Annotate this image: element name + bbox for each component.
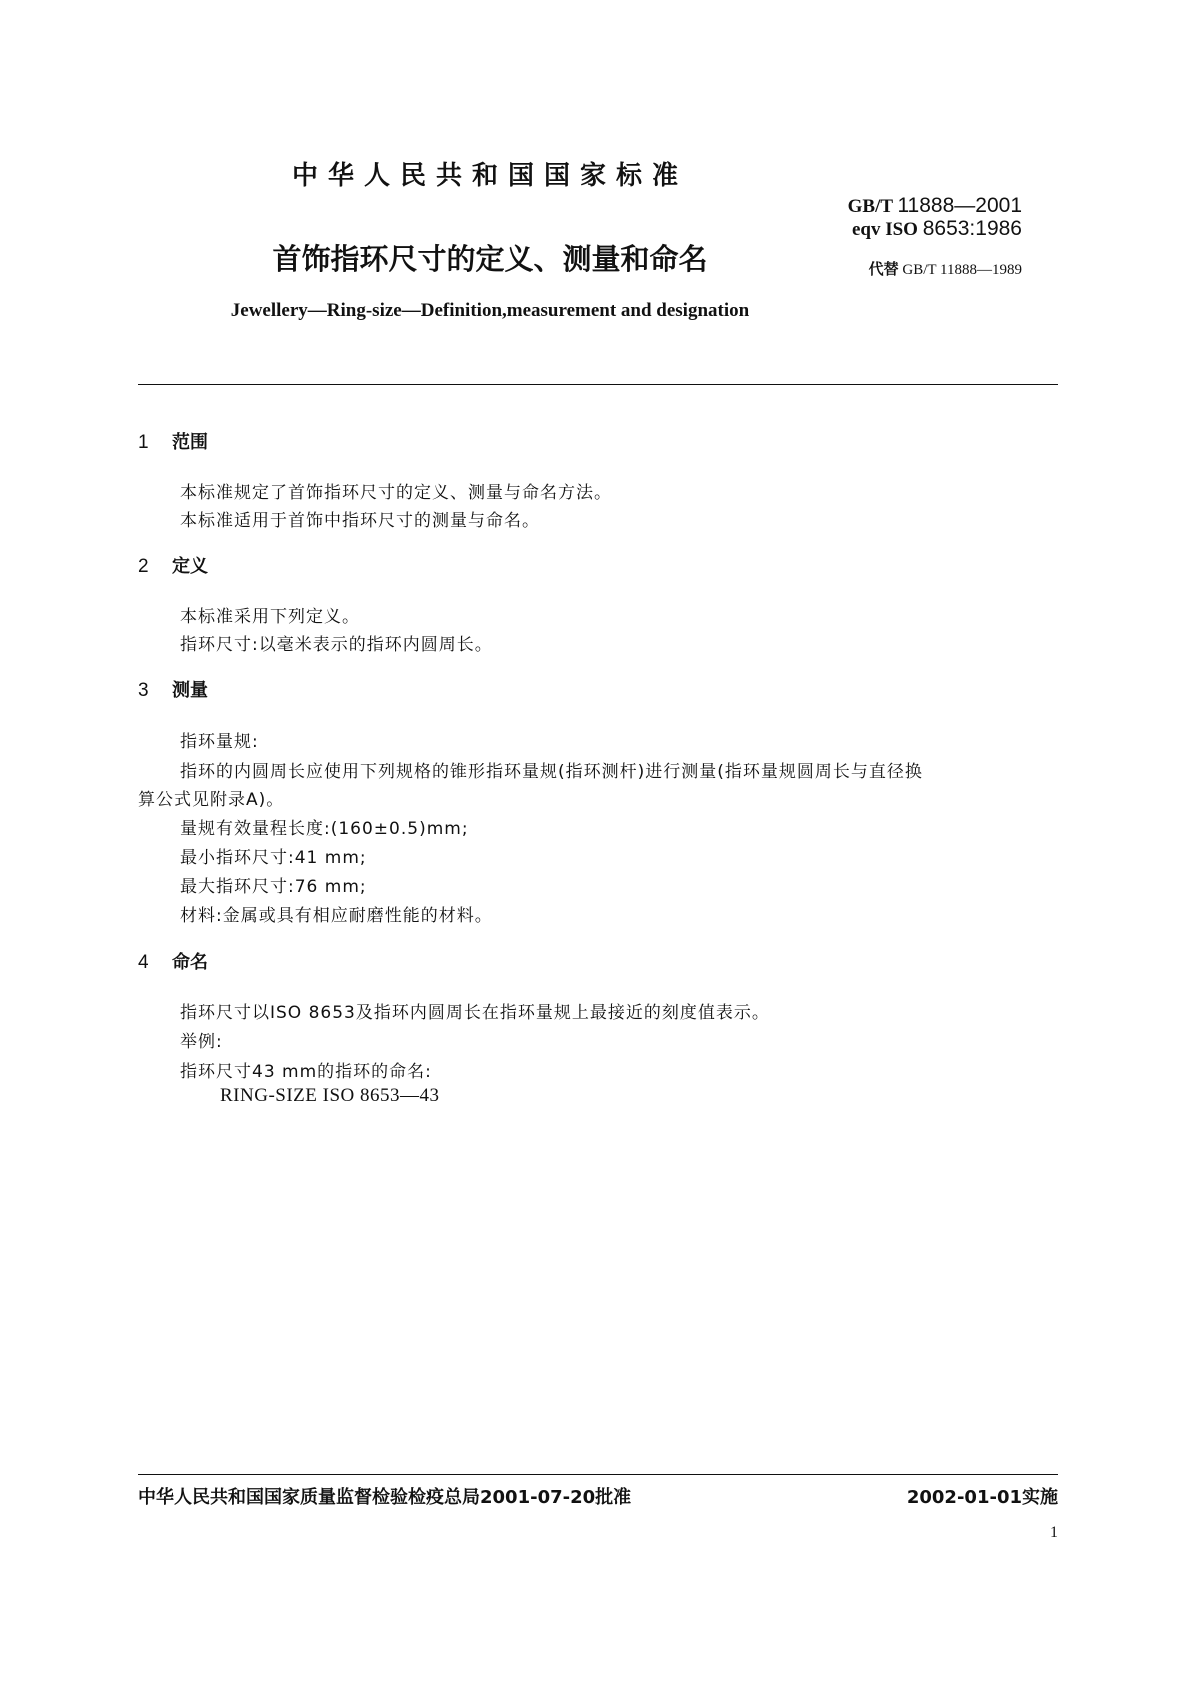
measurement-line: 指环量规: (180, 732, 259, 752)
document-title-english: Jewellery—Ring-size—Definition,measurement and designation (230, 300, 750, 321)
section-heading-definition (138, 552, 208, 578)
section-title: 定义 (172, 556, 208, 577)
replaces-code: GB/T 11888—1989 (902, 262, 1022, 278)
measurement-line: 算公式见附录A)。 (138, 790, 285, 810)
definition-line: 本标准采用下列定义。 (180, 607, 360, 627)
replaces-label: 代替 (868, 260, 899, 278)
designation-line: 指环尺寸43 mm的指环的命名: (180, 1062, 432, 1082)
definition-line: 指环尺寸:以毫米表示的指环内圆周长。 (180, 635, 493, 655)
equivalent-standard-prefix: eqv ISO (851, 219, 918, 240)
section-title: 测量 (172, 680, 208, 701)
section-heading-designation (138, 948, 208, 974)
section-title: 命名 (172, 952, 208, 973)
measurement-line: 最小指环尺寸:41 mm; (180, 848, 367, 868)
approval-authority: 中华人民共和国国家质量监督检验检疫总局2001-07-20批准 (138, 1487, 632, 1508)
designation-example: RING-SIZE ISO 8653—43 (220, 1085, 440, 1106)
standard-code-prefix: GB/T (847, 196, 893, 217)
footer-divider (138, 1474, 1058, 1475)
header-divider (138, 384, 1058, 385)
section-heading-measurement (138, 676, 208, 702)
section-number: 1 (138, 432, 149, 453)
section-number: 2 (138, 556, 149, 577)
section-number: 4 (138, 952, 149, 973)
designation-line: 指环尺寸以ISO 8653及指环内圆周长在指环量规上最接近的刻度值表示。 (180, 1003, 770, 1023)
designation-line: 举例: (180, 1032, 223, 1052)
measurement-line: 最大指环尺寸:76 mm; (180, 877, 367, 897)
equivalent-standard-number: 8653:1986 (922, 217, 1022, 240)
measurement-line: 量规有效量程长度:(160±0.5)mm; (180, 819, 469, 839)
national-standard-heading: 中华人民共和国国家标准 (291, 161, 688, 191)
section-title: 范围 (172, 432, 208, 453)
scope-line: 本标准适用于首饰中指环尺寸的测量与命名。 (180, 511, 540, 531)
page-number: 1 (1050, 1524, 1058, 1541)
standard-code (760, 195, 1022, 218)
scope-line: 本标准规定了首饰指环尺寸的定义、测量与命名方法。 (180, 483, 612, 503)
document-title-chinese: 首饰指环尺寸的定义、测量和命名 (272, 242, 708, 276)
standard-code-number: 11888—2001 (897, 194, 1022, 217)
section-number: 3 (138, 680, 149, 701)
measurement-line: 材料:金属或具有相应耐磨性能的材料。 (180, 906, 493, 926)
measurement-line: 指环的内圆周长应使用下列规格的锥形指环量规(指环测杆)进行测量(指环量规圆周长与直径换 (180, 762, 923, 782)
effective-date: 2002-01-01实施 (906, 1487, 1058, 1508)
section-heading-scope (138, 428, 208, 454)
